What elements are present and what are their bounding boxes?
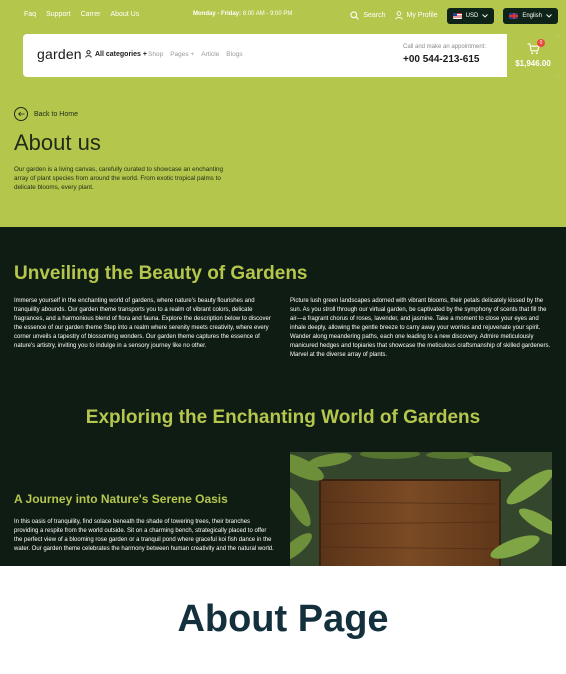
site-logo[interactable]: garden bbox=[37, 46, 82, 62]
language-select[interactable] bbox=[503, 8, 558, 24]
center-title: Exploring the Enchanting World of Gardens bbox=[85, 407, 481, 428]
page-title: About us bbox=[14, 130, 101, 155]
all-categories-button[interactable] bbox=[85, 50, 147, 58]
user-icon bbox=[85, 50, 92, 58]
top-link-carrer[interactable]: Carrer bbox=[80, 11, 101, 18]
main-navigation bbox=[23, 34, 559, 77]
back-to-home-link[interactable] bbox=[14, 107, 78, 121]
top-link-faq[interactable]: Faq bbox=[24, 11, 37, 18]
search-icon bbox=[350, 11, 359, 20]
hours-label: Monday - Friday: bbox=[193, 11, 242, 17]
nav-item-shop[interactable]: Shop bbox=[148, 51, 164, 58]
user-icon bbox=[395, 11, 403, 20]
cart-total: $1,946.00 bbox=[515, 59, 551, 68]
top-bar-actions bbox=[350, 7, 558, 24]
uk-flag-icon bbox=[509, 13, 518, 19]
subsection-paragraph: In this oasis of tranquility, find solace beneath the shade of towering trees, their branches providing a respite from the world outside. Sit on a charming bench, strategically placed to offer the perfect view of a blooming rose garden or a tranquil pond where graceful koi fish dance in the water. Our garden theme celebrates the harmony between human creativity and the natural world. bbox=[14, 519, 274, 552]
chevron-down-icon bbox=[546, 14, 552, 18]
language-value: English bbox=[522, 12, 542, 19]
hero-section bbox=[0, 0, 566, 227]
subsection-title: A Journey into Nature's Serene Oasis bbox=[14, 492, 228, 506]
search-button[interactable] bbox=[350, 11, 385, 20]
fern-wood-image bbox=[290, 452, 552, 566]
cart-count-badge: 0 bbox=[537, 39, 545, 47]
currency-select[interactable] bbox=[447, 8, 495, 24]
chevron-down-icon bbox=[482, 14, 488, 18]
my-profile-label: My Profile bbox=[406, 12, 438, 19]
cart-button[interactable] bbox=[507, 34, 559, 77]
opening-hours bbox=[193, 11, 292, 17]
page-caption: About Page bbox=[177, 598, 389, 640]
top-link-support[interactable]: Support bbox=[46, 11, 71, 18]
right-paragraph: Picture lush green landscapes adorned with vibrant blooms, their petals delicately kissed by the sun. As you stroll through our virtual garden, be captivated by the symphony of scents that fill the air—a fragrant chorus of roses, lavender, and jasmine. Take a moment to close your eyes and inhale deeply, allowing the gentle breeze to carry away your worries and rejuvenate your spirit. Wander along meandering paths, each one leading to a new discovery. Admire meticulously manicured hedges and topiaries that showcase the meticulous craftsmanship of skilled gardeners. Marvel at the diverse array of plants. bbox=[290, 298, 551, 358]
nav-item-article[interactable]: Article bbox=[201, 51, 220, 58]
us-flag-icon bbox=[453, 13, 462, 19]
nav-item-blogs[interactable]: Blogs bbox=[226, 51, 243, 58]
currency-value: USD bbox=[465, 12, 479, 19]
phone-number[interactable]: +00 544-213-615 bbox=[403, 54, 480, 65]
all-categories-label: All categories + bbox=[95, 50, 147, 58]
nav-item-pages[interactable]: Pages + bbox=[170, 51, 195, 58]
hero-description: Our garden is a living canvas, carefully curated to showcase an enchanting array of plant species from around the world. From exotic tropical palms to delicate blooms, every plant. bbox=[14, 166, 223, 191]
my-profile-button[interactable] bbox=[395, 11, 438, 20]
appointment-contact bbox=[403, 44, 486, 65]
top-bar bbox=[0, 0, 566, 32]
section-title: Unveiling the Beauty of Gardens bbox=[14, 263, 308, 284]
nav-menu bbox=[148, 51, 243, 58]
back-to-home-label: Back to Home bbox=[34, 110, 78, 118]
top-links bbox=[24, 11, 139, 18]
call-label: Call and make an appointment: bbox=[403, 44, 487, 50]
hours-value: 8:00 AM - 9:00 PM bbox=[242, 11, 293, 17]
top-link-about-us[interactable]: About Us bbox=[110, 11, 140, 18]
content-section bbox=[0, 227, 566, 566]
search-label: Search bbox=[363, 12, 386, 19]
left-paragraph: Immerse yourself in the enchanting world of gardens, where nature's beauty flourishes and tranquility abounds. Our garden theme transports you to a realm of vibrant colors, delicate fragrances, and a harmonious blend of flora and fauna. Explore the description below to discover the essence of our garden theme Step into a realm where serenity meets creativity, where every corner unveils a tapestry of blossoming wonders. Our garden theme captures the essence of nature's artistry, inviting you to indulge in a sensory journey like no other. bbox=[14, 298, 271, 349]
arrow-left-icon bbox=[14, 107, 28, 121]
garden-photo bbox=[290, 452, 552, 566]
